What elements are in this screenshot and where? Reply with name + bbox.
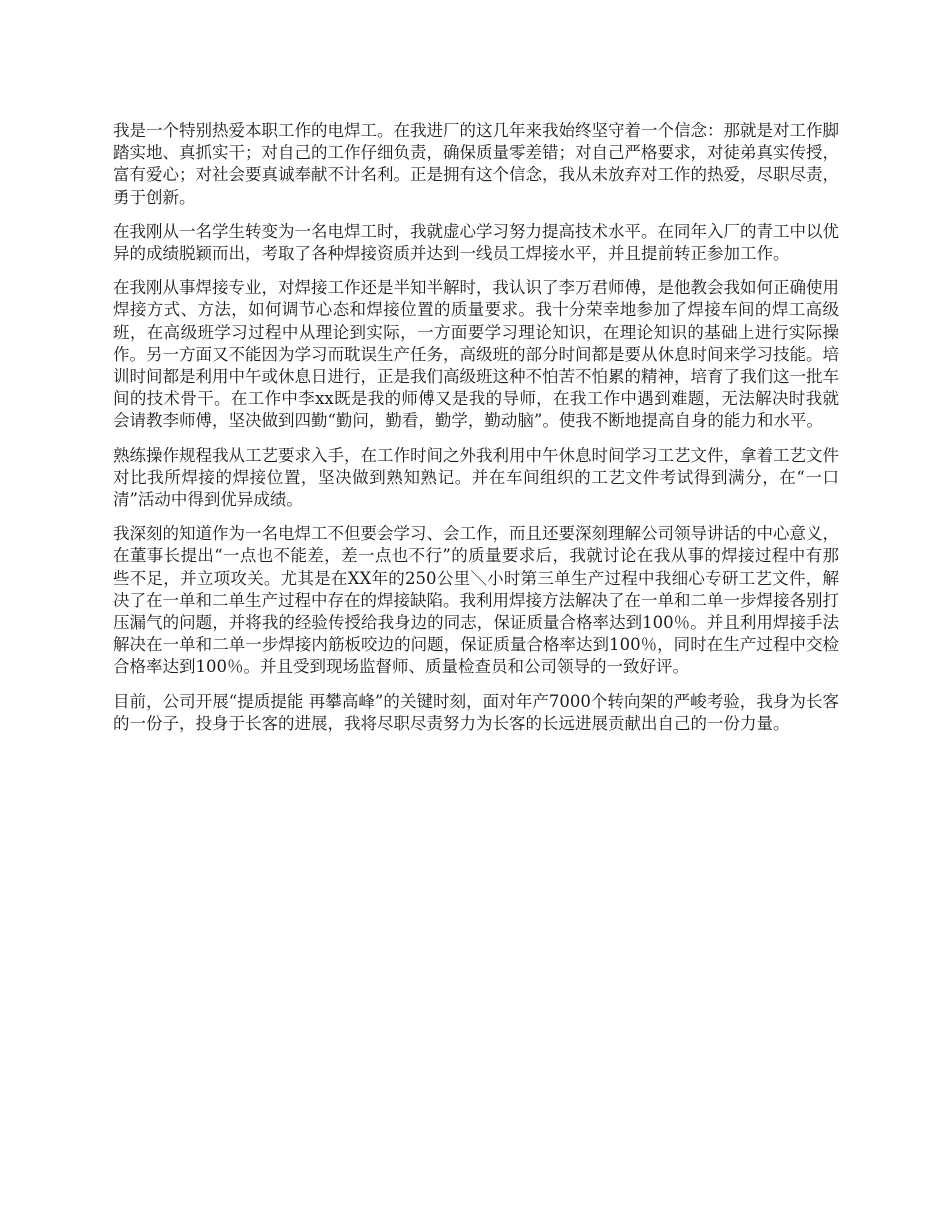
- document-body: [113, 120, 839, 747]
- paragraph-6: 目前，公司开展“提质提能 再攀高峰”的关键时刻，面对年产7000个转向架的严峻考验，我身为长客的一份子，投身于长客的进展，我将尽职尽责努力为长客的长远进展贡献出自己的一份力量。: [113, 691, 839, 733]
- paragraph-1: 我是一个特别热爱本职工作的电焊工。在我进厂的这几年来我始终坚守着一个信念：那就是对工作脚踏实地、真抓实干；对自己的工作仔细负责，确保质量零差错；对自己严格要求，对徒弟真实传授，富有爱心；对社会要真诚奉献不计名利。正是拥有这个信念，我从未放弃对工作的热爱，尽职尽责，勇于创新。: [113, 121, 839, 207]
- paragraph-3: 在我刚从事焊接专业，对焊接工作还是半知半解时，我认识了李万君师傅，是他教会我如何正确使用焊接方式、方法，如何调节心态和焊接位置的质量要求。我十分荣幸地参加了焊接车间的焊工高级班，在高级班学习过程中从理论到实际，一方面要学习理论知识，在理论知识的基础上进行实际操作。另一方面又不能因为学习而耽误生产任务，高级班的部分时间都是要从休息时间来学习技能。培训时间都是利用中午或休息日进行，正是我们高级班这种不怕苦不怕累的精神，培育了我们这一批车间的技术骨干。在工作中李xx既是我的师傅又是我的导师，在我工作中遇到难题，无法解决时我就会请教李师傅，坚决做到四勤“勤问，勤看，勤学，勤动脑”。使我不断地提高自身的能力和水平。: [113, 278, 839, 431]
- paragraph-2: 在我刚从一名学生转变为一名电焊工时，我就虚心学习努力提高技术水平。在同年入厂的青工中以优异的成绩脱颖而出，考取了各种焊接资质并达到一线员工焊接水平，并且提前转正参加工作。: [113, 221, 839, 264]
- paragraph-4: 熟练操作规程我从工艺要求入手，在工作时间之外我利用中午休息时间学习工艺文件，拿着工艺文件对比我所焊接的焊接位置，坚决做到熟知熟记。并在车间组织的工艺文件考试得到满分，在“一口清”活动中得到优异成绩。: [113, 445, 839, 510]
- paragraph-5: 我深刻的知道作为一名电焊工不但要会学习、会工作，而且还要深刻理解公司领导讲话的中心意义，在董事长提出“一点也不能差，差一点也不行”的质量要求后，我就讨论在我从事的焊接过程中有那些不足，并立项攻关。尤其是在XX年的250公里＼小时第三单生产过程中我细心专研工艺文件，解决了在一单和二单生产过程中存在的焊接缺陷。我利用焊接方法解决了在一单和二单一步焊接各别打压漏气的问题，并将我的经验传授给我身边的同志，保证质量合格率达到100％。并且利用焊接手法解决在一单和二单一步焊接内筋板咬边的问题，保证质量合格率达到100％，同时在生产过程中交检合格率达到100％。并且受到现场监督师、质量检查员和公司领导的一致好评。: [113, 524, 839, 677]
